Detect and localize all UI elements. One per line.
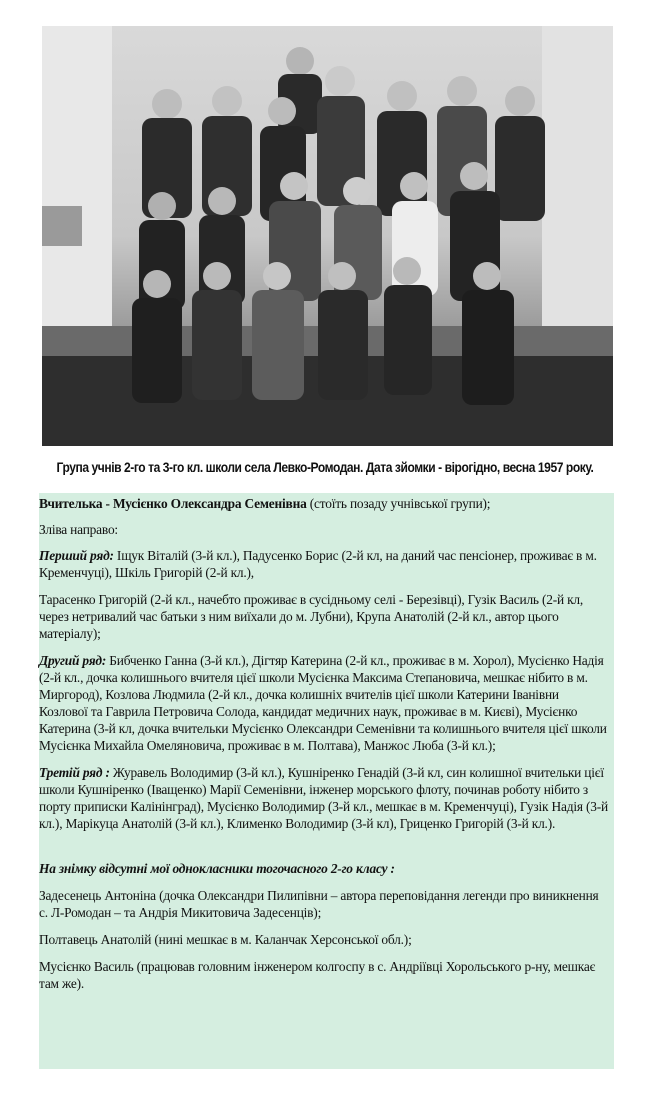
row2-paragraph xyxy=(39,652,608,754)
class-group-photo xyxy=(42,26,613,446)
row2-text: Бибченко Ганна (3-й кл.), Дігтяр Катерина (2-й кл., проживає в м. Хорол), Мусієнко Надія (2-й кл., дочка колишнього вчителя цієї школи Мусієнка Максима Степановича, мешкає нібито в м. Миргород), Козлова Людмила (2-й кл., дочка колишніх вчителів цієї школи Катерини Іванівни Козлової та Гаврила Петровича Солода, кандидат медичних наук, проживає в м. Києві), Мусієнко Катерина (3-й кл, дочка вчительки Мусієнко Олександри Семенівни та колишнього вчителя цієї школи Мусієнка Михайла Омеляновича, проживає в м. Полтава), Манжос Люба (3-й кл.); xyxy=(39,653,607,753)
row1-paragraph xyxy=(39,547,608,581)
row3-label: Третій ряд : xyxy=(39,765,110,780)
teacher-line xyxy=(39,495,608,512)
absent-item: Мусієнко Василь (працював головним інженером колгоспу в с. Андріївці Хорольського р-ну, мешкає там же). xyxy=(39,959,596,991)
teacher-note: (стоїть позаду учнівської групи); xyxy=(306,496,491,511)
spacer xyxy=(39,842,608,860)
photo-scene-icon xyxy=(42,26,613,446)
photo-caption: Група учнів 2-го та 3-го кл. школи села Левко-Ромодан. Дата зйомки - вірогідно, весна 1957 року. xyxy=(56,459,594,475)
absent-item: Полтавець Анатолій (нині мешкає в м. Каланчак Херсонської обл.); xyxy=(39,932,412,947)
row3-paragraph xyxy=(39,764,608,832)
direction-line: Зліва направо: xyxy=(39,522,118,537)
row3-text: Журавель Володимир (3-й кл.), Кушніренко Генадій (3-й кл, син колишної вчительки цієї школи Кушніренко (Іващенко) Марії Семенівни, інженер морського флоту, починав роботу нібито з порту приписки Калінінград), Мусієнко Володимир (3-й кл., мешкає в м. Кременчуці), Гузік Надія (3-й кл.), Марікуца Анатолій (3-й кл.), Клименко Володимир (3-й кл), Гриценко Григорій (3-й кл.). xyxy=(39,765,608,831)
row1-label: Перший ряд: xyxy=(39,548,114,563)
absent-heading: На знімку відсутні мої однокласники тогочасного 2-го класу : xyxy=(39,861,395,876)
row1-text: Іщук Віталій (3-й кл.), Падусенко Борис (2-й кл, на даний час пенсіонер, проживає в м. Кременчуці), Шкіль Григорій (2-й кл.), xyxy=(39,548,597,580)
description-panel xyxy=(39,493,614,1069)
absent-item: Задесенець Антоніна (дочка Олександри Пилипівни – автора переповідання легенди про виникнення с. Л-Ромодан – та Андрія Микитовича Задесенців); xyxy=(39,888,599,920)
row1-continuation: Тарасенко Григорій (2-й кл., начебто проживає в сусідньому селі - Березівці), Гузік Василь (2-й кл, через нетривалий час батьки з ним виїхали до м. Лубни), Крупа Анатолій (2-й кл., автор цього матеріалу); xyxy=(39,592,584,641)
row2-label: Другий ряд: xyxy=(39,653,107,668)
teacher-label: Вчителька - Мусієнко Олександра Семенівна xyxy=(39,496,307,511)
